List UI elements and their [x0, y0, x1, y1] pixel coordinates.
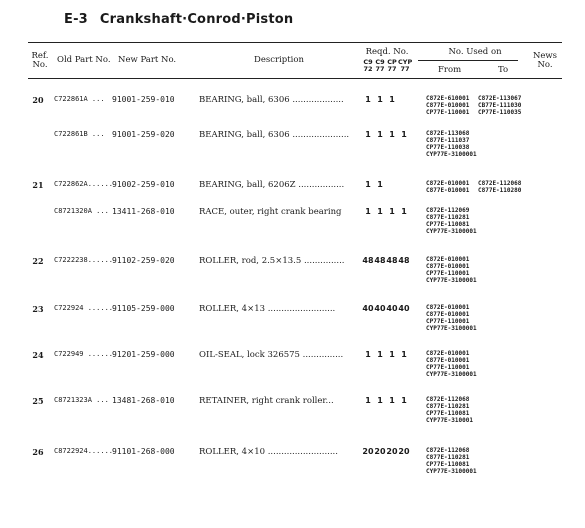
required-qty: 1	[377, 350, 383, 359]
page-title	[64, 12, 293, 27]
used-from-serials	[426, 207, 477, 235]
header-ref: Ref. No.	[31, 51, 49, 70]
required-qty: 40	[374, 304, 386, 313]
section-code: E-3	[64, 12, 88, 27]
serial-from: CP77E-110081	[426, 410, 470, 417]
old-part-number: C722949 ......	[54, 350, 114, 358]
part-description: ROLLER, 4×10 ..........................	[199, 447, 338, 457]
serial-to: C872E-112068	[478, 180, 522, 187]
used-from-serials	[426, 350, 477, 378]
serial-from: C877E-010001	[426, 187, 470, 194]
ref-number: 21	[32, 180, 44, 190]
serial-from: C872E-112068	[426, 396, 470, 403]
header-from: From	[438, 65, 462, 75]
ref-number: 25	[32, 396, 44, 406]
required-qty: 1	[377, 207, 383, 216]
required-qty: 1	[389, 95, 395, 104]
serial-from: C872E-010001	[426, 180, 470, 187]
serial-from: C877E-010001	[426, 263, 470, 270]
serial-from: CYP77E-3100001	[426, 277, 477, 284]
serial-from: CP77E-110081	[426, 461, 470, 468]
new-part-number: 91002-259-010	[112, 180, 175, 189]
serial-from: C877E-111037	[426, 137, 470, 144]
part-description: ROLLER, 4×13 .........................	[199, 304, 336, 314]
header-to: To	[498, 65, 509, 75]
serial-from: CYP77E-3100001	[426, 151, 477, 158]
required-qty: 1	[365, 350, 371, 359]
required-qty: 20	[362, 447, 374, 456]
used-from-serials	[426, 95, 469, 116]
part-description: OIL-SEAL, lock 326575 ...............	[199, 350, 344, 360]
part-description: RETAINER, right crank roller...	[199, 396, 334, 406]
old-part-number: C722924 ......	[54, 304, 114, 312]
serial-from: C877E-010001	[426, 102, 470, 109]
ref-number: 20	[32, 95, 44, 105]
used-from-serials	[426, 180, 469, 194]
ref-number: 24	[32, 350, 44, 360]
serial-from: C872E-010001	[426, 350, 470, 357]
header-new-part: New Part No.	[118, 55, 177, 65]
serial-from: CP77E-110001	[426, 364, 470, 371]
serial-from: C877E-110281	[426, 454, 470, 461]
new-part-number: 91201-259-000	[112, 350, 175, 359]
part-description: BEARING, ball, 6206Z .................	[199, 180, 345, 190]
required-qty: 20	[386, 447, 398, 456]
required-qty: 40	[362, 304, 374, 313]
required-qty: 1	[365, 396, 371, 405]
old-part-number: C722861B ...	[54, 130, 105, 138]
ref-number: 22	[32, 256, 44, 266]
part-description: ROLLER, rod, 2.5×13.5 ...............	[199, 256, 345, 266]
section-title: Crankshaft·Conrod·Piston	[99, 12, 294, 27]
old-part-number: C8721320A ...	[54, 207, 109, 215]
new-part-number: 91101-268-000	[112, 447, 175, 456]
used-from-serials	[426, 396, 473, 424]
required-qty: 40	[398, 304, 410, 313]
required-qty: 48	[374, 256, 386, 265]
required-qty: 20	[374, 447, 386, 456]
serial-from: C872E-610001	[426, 95, 470, 102]
required-qty: 1	[365, 130, 371, 139]
required-qty: 1	[401, 130, 407, 139]
used-to-serials	[478, 95, 521, 116]
serial-from: C877E-010001	[426, 357, 470, 364]
new-part-number: 91001-259-010	[112, 95, 175, 104]
required-qty: 1	[365, 95, 371, 104]
serial-from: C877E-110281	[426, 214, 470, 221]
serial-from: CYP77E-3100001	[426, 228, 477, 235]
serial-from: C877E-110281	[426, 403, 470, 410]
serial-to: C872E-113067	[478, 95, 522, 102]
header-old-part: Old Part No.	[57, 55, 111, 65]
required-qty: 40	[386, 304, 398, 313]
required-qty: 1	[377, 95, 383, 104]
header-reqd: Reqd. No.	[365, 47, 409, 57]
old-part-number: C7222238......	[54, 256, 114, 264]
serial-from: C872E-010001	[426, 304, 470, 311]
required-qty: 1	[389, 130, 395, 139]
serial-to: C877E-110280	[478, 187, 522, 194]
required-qty: 1	[377, 180, 383, 189]
serial-from: CYP77E-310001	[426, 417, 473, 424]
required-qty: 1	[401, 396, 407, 405]
new-part-number: 13481-268-010	[112, 396, 175, 405]
ref-number: 26	[32, 447, 44, 457]
new-part-number: 91001-259-020	[112, 130, 175, 139]
header-top-rule	[28, 42, 562, 43]
header-bottom-rule	[28, 78, 562, 79]
serial-from: CYP77E-3100001	[426, 468, 477, 475]
used-on-rule	[418, 60, 518, 61]
serial-from: C872E-113068	[426, 130, 470, 137]
serial-to: CP77E-110035	[478, 109, 522, 116]
required-qty: 1	[377, 396, 383, 405]
serial-from: CP77E-110001	[426, 109, 470, 116]
required-qty: 48	[362, 256, 374, 265]
new-part-number: 91102-259-020	[112, 256, 175, 265]
required-qty: 1	[377, 130, 383, 139]
serial-from: CP77E-110038	[426, 144, 470, 151]
required-qty: 1	[389, 207, 395, 216]
part-description: RACE, outer, right crank bearing	[199, 207, 342, 217]
serial-from: CYP77E-3100001	[426, 371, 477, 378]
serial-from: CP77E-110001	[426, 270, 470, 277]
serial-from: C872E-010001	[426, 256, 470, 263]
required-qty: 1	[401, 350, 407, 359]
part-description: BEARING, ball, 6306 ...................	[199, 95, 344, 105]
required-qty: 20	[398, 447, 410, 456]
new-part-number: 13411-268-010	[112, 207, 175, 216]
header-models: C9 C9 CP CYP 72 77 77 77	[363, 58, 413, 73]
serial-from: CP77E-110081	[426, 221, 470, 228]
header-used-on: No. Used on	[448, 47, 502, 57]
required-qty: 48	[398, 256, 410, 265]
old-part-number: C8721323A ...	[54, 396, 109, 404]
used-from-serials	[426, 256, 477, 284]
used-to-serials	[478, 180, 521, 194]
old-part-number: C722861A ...	[54, 95, 105, 103]
required-qty: 1	[365, 207, 371, 216]
serial-from: C872E-112069	[426, 207, 470, 214]
new-part-number: 91105-259-000	[112, 304, 175, 313]
used-from-serials	[426, 304, 477, 332]
required-qty: 1	[389, 350, 395, 359]
ref-number: 23	[32, 304, 44, 314]
header-news: News No.	[532, 51, 558, 70]
used-from-serials	[426, 447, 477, 475]
old-part-number: C8722924......	[54, 447, 114, 455]
serial-from: CP77E-110001	[426, 318, 470, 325]
serial-from: C877E-010001	[426, 311, 470, 318]
serial-from: CYP77E-3100001	[426, 325, 477, 332]
header-description: Description	[254, 55, 304, 65]
serial-to: CB77E-111030	[478, 102, 522, 109]
required-qty: 48	[386, 256, 398, 265]
old-part-number: C722862A......	[54, 180, 114, 188]
required-qty: 1	[365, 180, 371, 189]
serial-from: C872E-112068	[426, 447, 470, 454]
required-qty: 1	[401, 207, 407, 216]
used-from-serials	[426, 130, 477, 158]
part-description: BEARING, ball, 6306 .....................	[199, 130, 350, 140]
required-qty: 1	[389, 396, 395, 405]
